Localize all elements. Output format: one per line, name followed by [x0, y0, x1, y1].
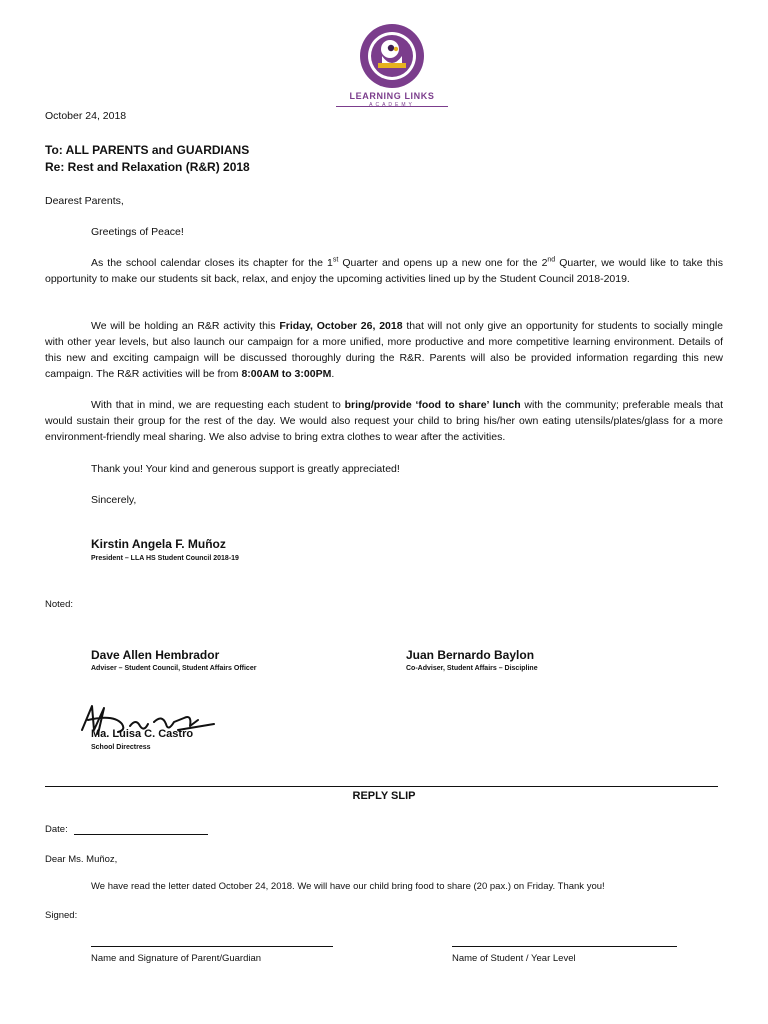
letter-to: To: ALL PARENTS and GUARDIANS: [45, 143, 250, 157]
paragraph-2-b: that will not only give an opportunity for students to socially mingle with other year levels, but also launch our campaign for a more unified, more productive and more competitive learning environment. Details of this new and exciting campaign will be discussed thoroughly during the R&R. Parents will also be provided information regarding this new campaign. The R&R activities will be from: [45, 320, 723, 380]
directress-title: School Directress: [91, 744, 151, 751]
reply-date-field[interactable]: [74, 834, 208, 835]
letter-salutation: Dearest Parents,: [45, 195, 124, 207]
signer-name: Kirstin Angela F. Muñoz: [91, 537, 226, 551]
paragraph-1-a: As the school calendar closes its chapter for the 1: [91, 257, 333, 269]
signer-title: President – LLA HS Student Council 2018-19: [91, 555, 239, 562]
paragraph-2: [45, 318, 723, 382]
letter-thanks: Thank you! Your kind and generous support is greatly appreciated!: [91, 463, 400, 475]
letter-re: Re: Rest and Relaxation (R&R) 2018: [45, 160, 250, 174]
adviser1-title: Adviser – Student Council, Student Affairs Officer: [91, 665, 257, 672]
parent-label: Name and Signature of Parent/Guardian: [91, 953, 262, 964]
paragraph-3-a: With that in mind, we are requesting each student to: [91, 399, 345, 411]
reply-signed-label: Signed:: [45, 910, 78, 921]
letter-greeting: Greetings of Peace!: [91, 226, 184, 238]
student-label: Name of Student / Year Level: [452, 953, 576, 964]
reply-body: We have read the letter dated October 24, 2018. We will have our child bring food to share (20 pax.) on Friday. Thank you!: [91, 881, 605, 892]
paragraph-3: [45, 397, 723, 445]
reply-title: REPLY SLIP: [352, 790, 416, 802]
paragraph-1: [45, 255, 723, 287]
adviser1-name: Dave Allen Hembrador: [91, 648, 220, 662]
adviser2-title: Co-Adviser, Student Affairs – Discipline: [406, 665, 538, 672]
letter-date: October 24, 2018: [45, 110, 127, 122]
paragraph-1-sup2: nd: [547, 256, 556, 264]
logo-name: LEARNING LINKS: [349, 91, 435, 101]
paragraph-1-b: Quarter and opens up a new one for the 2: [338, 257, 548, 269]
paragraph-2-a: We will be holding an R&R activity this: [91, 320, 280, 332]
cut-line: [45, 786, 718, 787]
paragraph-2-date: Friday, October 26, 2018: [279, 320, 403, 332]
reply-salutation: Dear Ms. Muñoz,: [45, 854, 118, 865]
paragraph-2-time: 8:00AM to 3:00PM: [241, 368, 332, 380]
reply-date-label: Date:: [45, 824, 68, 835]
noted-label: Noted:: [45, 599, 73, 610]
adviser2-name: Juan Bernardo Baylon: [406, 648, 535, 662]
paragraph-1-sup1: st: [332, 256, 339, 264]
letter-closing: Sincerely,: [91, 494, 137, 506]
logo-sub: ACADEMY: [369, 102, 415, 108]
paragraph-2-c: .: [331, 368, 335, 380]
directress-name: Ma. Luisa C. Castro: [91, 728, 194, 740]
parent-signature-field[interactable]: [91, 946, 333, 947]
paragraph-3-bold: bring/provide ‘food to share’ lunch: [344, 399, 521, 411]
paragraph-1-c: Quarter, we would like to take this opportunity to make our students sit back, relax, and enjoy the upcoming activities lined up by the Student Council 2018-2019.: [45, 257, 723, 285]
paragraph-3-b: with the community; preferable meals that would sustain their group for the rest of the day. We would also request your child to bring his/her own eating utensils/plates/glass for a more environment-friendly meal sharing. We also advise to bring extra clothes to wear after the activities.: [45, 399, 723, 443]
student-name-field[interactable]: [452, 946, 677, 947]
